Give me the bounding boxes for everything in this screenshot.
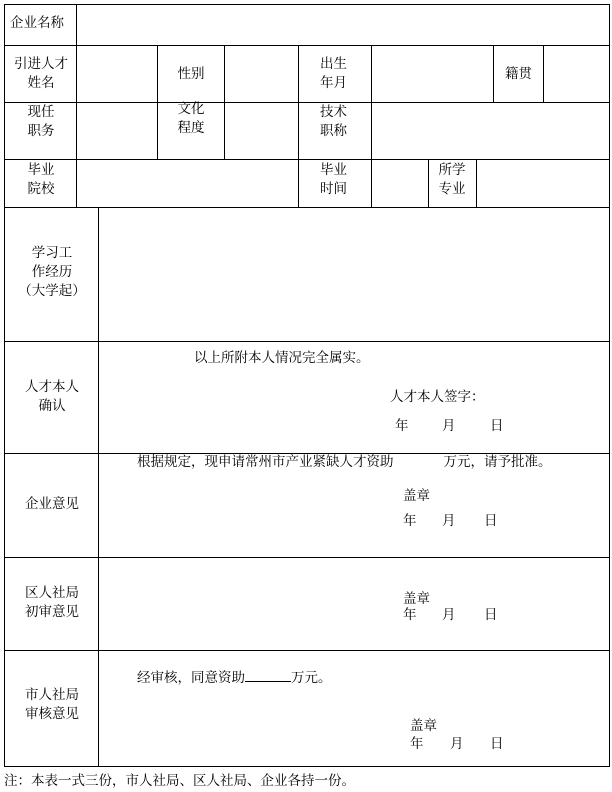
company-statement bbox=[137, 453, 552, 472]
cell-divider bbox=[371, 45, 372, 102]
cell-divider bbox=[76, 45, 77, 102]
school-label bbox=[6, 161, 76, 199]
row-divider bbox=[4, 102, 610, 103]
experience-label-line3: （大学起） bbox=[18, 283, 86, 299]
company-statement-suffix: 万元，请予批准。 bbox=[443, 454, 552, 470]
education-field[interactable] bbox=[226, 104, 297, 158]
position-label bbox=[6, 103, 76, 141]
title-label-line2: 职称 bbox=[320, 123, 347, 139]
company-date-day: 日 bbox=[484, 513, 498, 529]
major-label bbox=[428, 161, 476, 199]
experience-label-line1: 学习工 bbox=[31, 245, 73, 261]
company-name-label: 企业名称 bbox=[10, 15, 64, 31]
district-date-day: 日 bbox=[484, 607, 498, 623]
grad-time-field[interactable] bbox=[373, 161, 427, 206]
row-divider bbox=[4, 650, 610, 651]
district-label-line2: 初审意见 bbox=[25, 604, 79, 620]
native-place-field[interactable] bbox=[545, 47, 608, 101]
talent-name-label bbox=[6, 55, 76, 93]
city-date-year: 年 bbox=[410, 736, 424, 752]
title-label bbox=[320, 103, 347, 141]
education-label-line1: 文化 bbox=[177, 101, 205, 117]
title-label-line1: 技术 bbox=[320, 104, 347, 120]
company-name-field[interactable] bbox=[78, 6, 608, 44]
district-label-line1: 区人社局 bbox=[25, 585, 79, 601]
native-place-label: 籍贯 bbox=[505, 66, 532, 82]
company-date-month: 月 bbox=[442, 513, 456, 529]
city-label-line2: 审核意见 bbox=[25, 706, 79, 722]
cell-divider bbox=[76, 102, 77, 159]
row-divider bbox=[4, 207, 610, 208]
birth-label-line1: 出生 bbox=[320, 56, 347, 72]
city-statement-suffix: 万元。 bbox=[291, 670, 332, 686]
gender-field[interactable] bbox=[226, 47, 297, 101]
grad-time-label bbox=[320, 161, 347, 199]
title-field[interactable] bbox=[373, 104, 608, 158]
footnote: 注：本表一式三份，市人社局、区人社局、企业各持一份。 bbox=[4, 773, 355, 789]
company-statement-prefix: 根据规定，现申请常州市产业紧缺人才资助 bbox=[137, 454, 394, 470]
city-amount-blank[interactable] bbox=[245, 667, 291, 682]
cell-divider bbox=[543, 45, 544, 102]
experience-label-line2: 作经历 bbox=[31, 264, 73, 280]
confirm-label bbox=[6, 378, 98, 416]
position-field[interactable] bbox=[78, 104, 156, 158]
signature-label: 人才本人签字： bbox=[390, 389, 485, 405]
cell-divider bbox=[76, 4, 77, 45]
city-date-day: 日 bbox=[490, 736, 504, 752]
cell-divider bbox=[476, 159, 477, 207]
district-date-month: 月 bbox=[442, 607, 456, 623]
district-date-year: 年 bbox=[403, 607, 417, 623]
confirm-statement: 以上所附本人情况完全属实。 bbox=[194, 350, 370, 366]
row-divider bbox=[4, 159, 610, 160]
cell-divider bbox=[224, 45, 225, 102]
gender-label: 性别 bbox=[177, 66, 205, 82]
city-date-month: 月 bbox=[450, 736, 464, 752]
school-label-line1: 毕业 bbox=[27, 162, 55, 178]
company-seal: 盖章 bbox=[403, 488, 430, 504]
talent-name-label-line1: 引进人才 bbox=[14, 56, 68, 72]
company-opinion-label: 企业意见 bbox=[25, 496, 79, 512]
talent-name-field[interactable] bbox=[78, 47, 156, 101]
city-statement-prefix: 经审核，同意资助 bbox=[137, 670, 245, 686]
birth-label bbox=[320, 55, 347, 93]
birth-label-line2: 年月 bbox=[320, 75, 347, 91]
school-label-line2: 院校 bbox=[27, 181, 55, 197]
major-label-line2: 专业 bbox=[438, 181, 466, 197]
cell-divider bbox=[371, 102, 372, 159]
confirm-date-year: 年 bbox=[395, 418, 409, 434]
city-label-line1: 市人社局 bbox=[25, 687, 79, 703]
grad-time-label-line2: 时间 bbox=[320, 181, 347, 197]
major-label-line1: 所学 bbox=[438, 162, 466, 178]
talent-name-label-line2: 姓名 bbox=[27, 75, 55, 91]
confirm-date-month: 月 bbox=[442, 418, 456, 434]
company-date-year: 年 bbox=[403, 513, 417, 529]
cell-divider bbox=[224, 102, 225, 159]
education-label bbox=[158, 100, 224, 138]
position-label-line2: 职务 bbox=[27, 123, 55, 139]
row-divider bbox=[4, 45, 610, 46]
major-field[interactable] bbox=[478, 161, 608, 206]
cell-divider bbox=[298, 102, 299, 159]
city-label bbox=[6, 686, 98, 724]
school-field[interactable] bbox=[78, 161, 297, 206]
confirm-label-line2: 确认 bbox=[38, 398, 66, 414]
experience-label bbox=[6, 244, 98, 301]
birth-field[interactable] bbox=[373, 47, 492, 101]
row-divider bbox=[4, 557, 610, 558]
cell-divider bbox=[371, 159, 372, 207]
cell-divider bbox=[298, 45, 299, 102]
cell-divider bbox=[298, 159, 299, 207]
city-seal: 盖章 bbox=[410, 718, 437, 734]
city-statement bbox=[137, 667, 332, 688]
experience-field[interactable] bbox=[100, 209, 608, 340]
position-label-line1: 现任 bbox=[27, 104, 55, 120]
cell-divider bbox=[98, 207, 99, 767]
confirm-label-line1: 人才本人 bbox=[25, 379, 79, 395]
grad-time-label-line1: 毕业 bbox=[320, 162, 347, 178]
district-label bbox=[6, 584, 98, 622]
cell-divider bbox=[76, 159, 77, 207]
confirm-date-day: 日 bbox=[490, 418, 504, 434]
row-divider bbox=[4, 341, 610, 342]
education-label-line2: 程度 bbox=[177, 120, 205, 136]
district-seal: 盖章 bbox=[403, 591, 430, 607]
